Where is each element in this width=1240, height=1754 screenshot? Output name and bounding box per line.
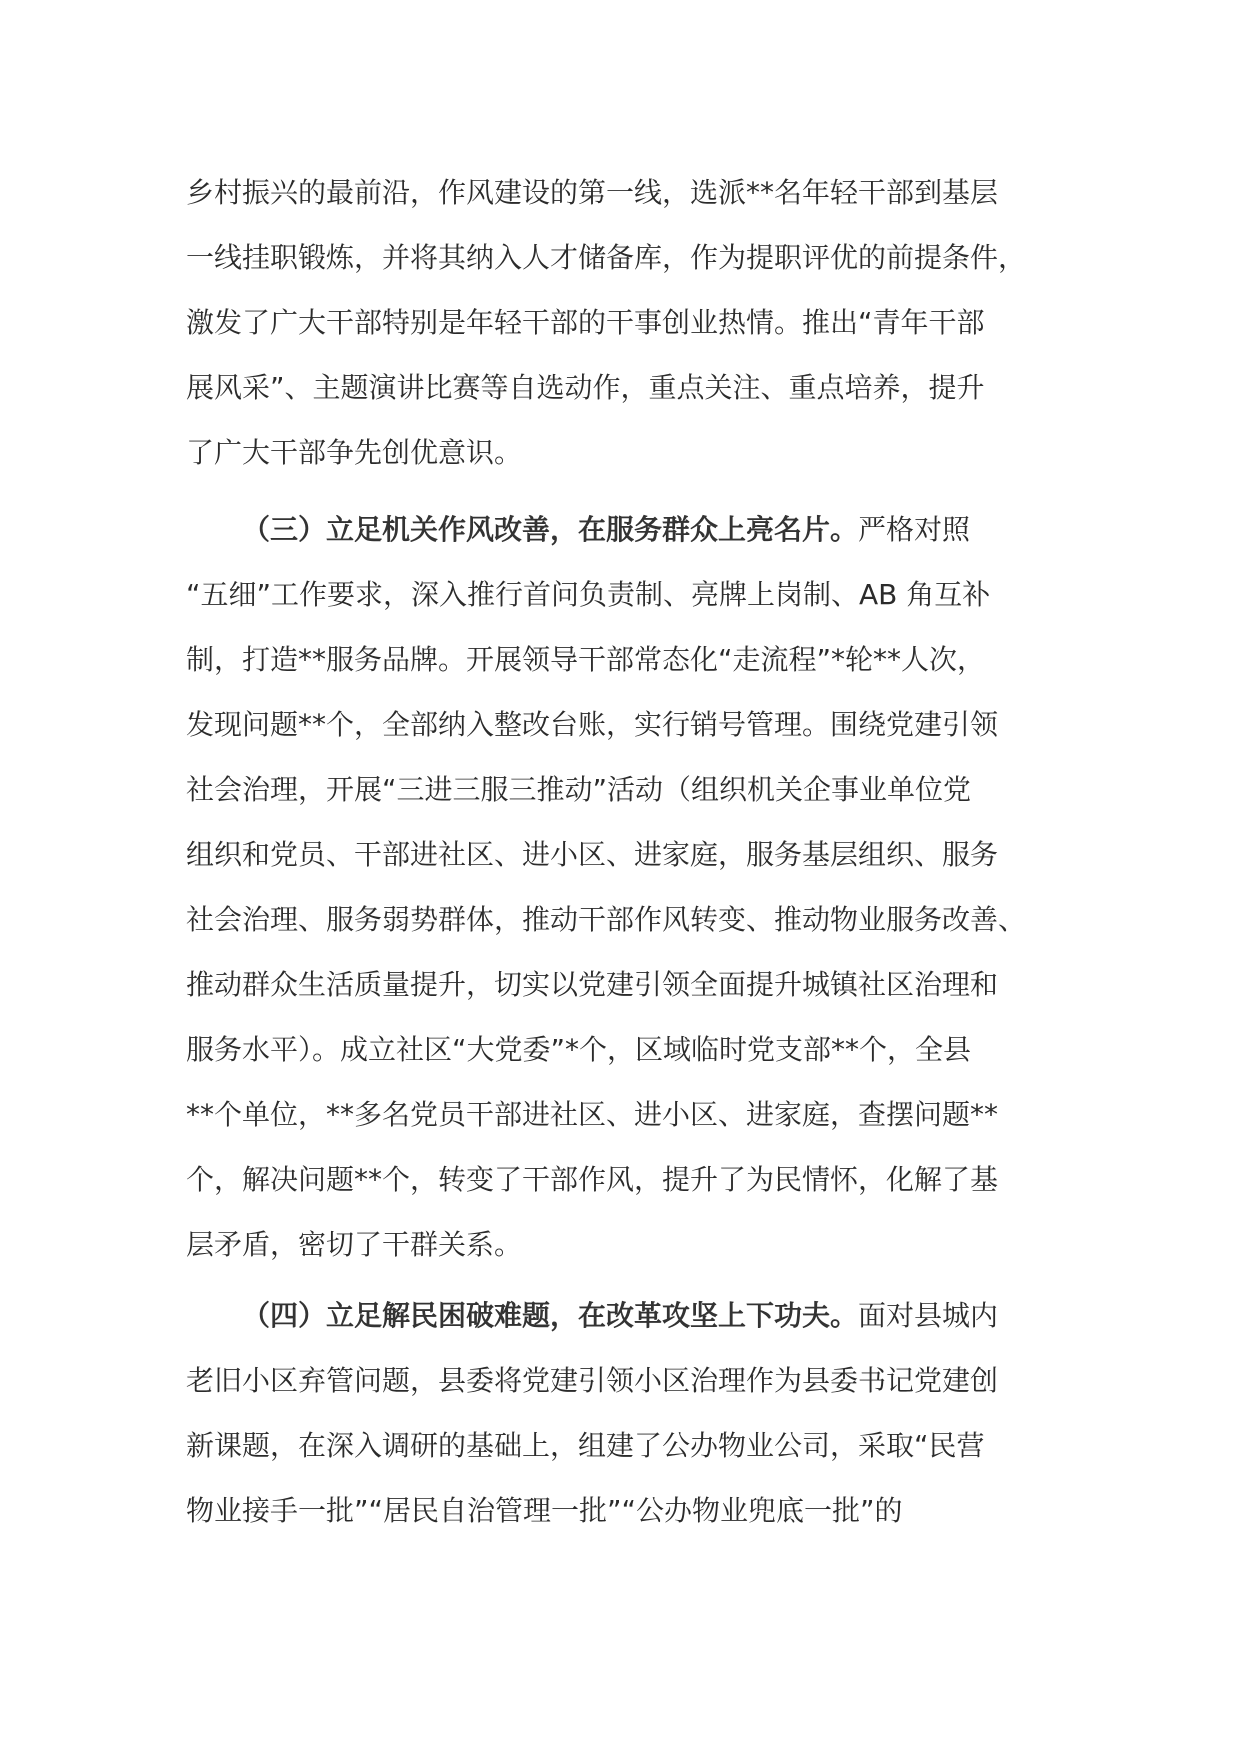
text-line: **个单位，**多名党员干部进社区、进小区、进家庭，查摆问题** [186,1098,999,1131]
paragraph-first-line [186,1283,1066,1348]
text-line: 制，打造**服务品牌。开展领导干部常态化“走流程”*轮**人次， [186,643,986,676]
text-line: 乡村振兴的最前沿，作风建设的第一线，选派**名年轻干部到基层 [186,176,999,209]
paragraph-section-3 [186,497,1066,1277]
paragraph-section-4 [186,1283,1066,1543]
text-line: “五细”工作要求，深入推行首问负责制、亮牌上岗制、AB 角互补 [186,578,991,611]
text-line: 推动群众生活质量提升，切实以党建引领全面提升城镇社区治理和 [186,968,999,1001]
text-line: 新课题，在深入调研的基础上，组建了公办物业公司，采取“民营 [186,1429,985,1462]
text-run: 面对县城内 [858,1299,999,1332]
text-line: 了广大干部争先创优意识。 [186,436,523,469]
text-line: 展风采”、主题演讲比赛等自选动作，重点关注、重点培养，提升 [186,371,985,404]
paragraph-continuation [186,160,1066,485]
text-line: 层矛盾，密切了干群关系。 [186,1228,523,1261]
text-run: 严格对照 [858,513,971,546]
text-line: 物业接手一批”“居民自治管理一批”“公办物业兜底一批”的 [186,1494,903,1527]
text-line: 发现问题**个，全部纳入整改台账，实行销号管理。围绕党建引领 [186,708,999,741]
paragraph-first-line [186,497,1066,562]
text-line: 组织和党员、干部进社区、进小区、进家庭，服务基层组织、服务 [186,838,999,871]
text-line: 老旧小区弃管问题，县委将党建引领小区治理作为县委书记党建创 [186,1364,999,1397]
section-heading: （三）立足机关作风改善，在服务群众上亮名片。 [242,513,859,546]
text-line: 个，解决问题**个，转变了干部作风，提升了为民情怀，化解了基 [186,1163,999,1196]
text-line: 社会治理、服务弱势群体，推动干部作风转变、推动物业服务改善、 [186,903,1027,936]
text-line: 一线挂职锻炼，并将其纳入人才储备库，作为提职评优的前提条件， [186,241,1027,274]
section-heading: （四）立足解民困破难题，在改革攻坚上下功夫。 [242,1299,859,1332]
text-line: 服务水平）。成立社区“大党委”*个，区域临时党支部**个，全县 [186,1033,972,1066]
text-line: 激发了广大干部特别是年轻干部的干事创业热情。推出“青年干部 [186,306,985,339]
text-line: 社会治理，开展“三进三服三推动”活动（组织机关企事业单位党 [186,773,972,806]
